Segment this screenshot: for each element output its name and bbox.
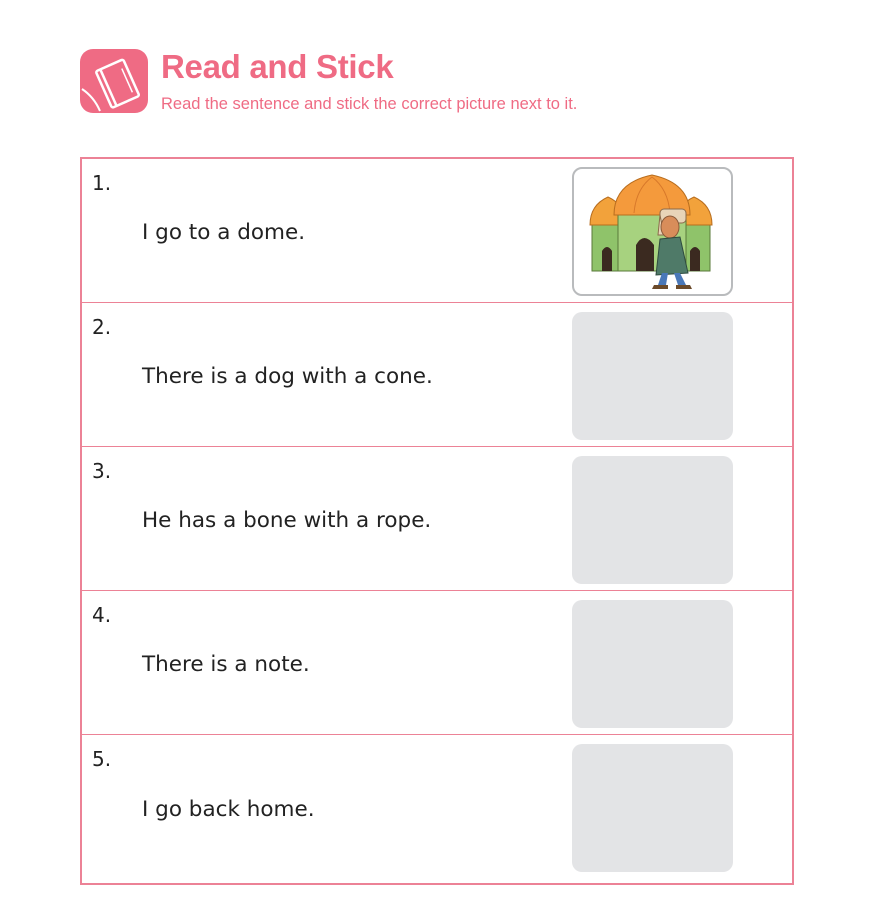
empty-sticker-slot[interactable] bbox=[572, 744, 733, 872]
sentence-text: There is a note. bbox=[142, 652, 310, 677]
table-row bbox=[82, 159, 792, 303]
sentence-table bbox=[80, 157, 794, 885]
table-row bbox=[82, 303, 792, 447]
row-number: 4. bbox=[92, 603, 112, 627]
sticker-picture[interactable] bbox=[572, 167, 733, 296]
row-number: 2. bbox=[92, 315, 112, 339]
table-row bbox=[82, 447, 792, 591]
empty-sticker-slot[interactable] bbox=[572, 600, 733, 728]
activity-header bbox=[80, 46, 780, 116]
sentence-text: I go back home. bbox=[142, 797, 315, 822]
dome-and-man-picture bbox=[574, 169, 730, 293]
row-number: 5. bbox=[92, 747, 112, 771]
sentence-text: There is a dog with a cone. bbox=[142, 364, 433, 389]
page-title: Read and Stick bbox=[161, 48, 394, 85]
instructions: Read the sentence and stick the correct picture next to it. bbox=[161, 95, 578, 113]
row-number: 1. bbox=[92, 171, 112, 195]
table-row bbox=[82, 735, 792, 883]
empty-sticker-slot[interactable] bbox=[572, 312, 733, 440]
row-number: 3. bbox=[92, 459, 112, 483]
sentence-text: He has a bone with a rope. bbox=[142, 508, 432, 533]
book-icon bbox=[80, 49, 148, 113]
sentence-text: I go to a dome. bbox=[142, 220, 306, 245]
empty-sticker-slot[interactable] bbox=[572, 456, 733, 584]
table-row bbox=[82, 591, 792, 735]
